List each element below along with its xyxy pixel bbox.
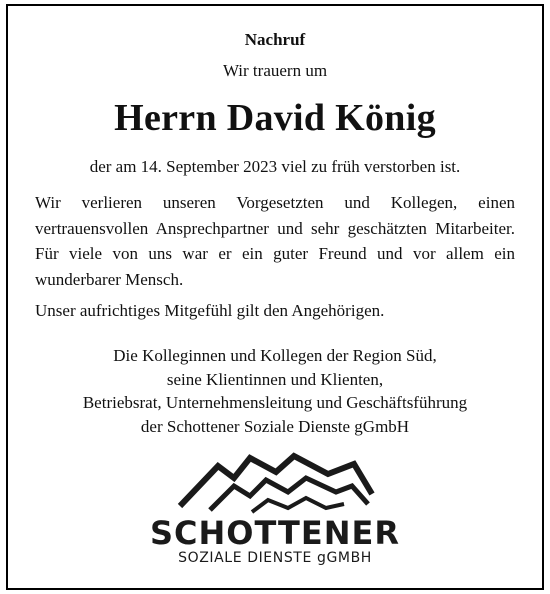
signer-line: seine Klientinnen und Klienten, [166, 369, 384, 389]
notice-heading: Nachruf [244, 30, 306, 49]
death-date-line: der am 14. September 2023 viel zu früh verstorben ist. [89, 157, 461, 176]
logo-subtitle: SOZIALE DIENSTE gGMBH [178, 550, 372, 566]
intro-line: Wir trauern um [222, 61, 328, 80]
company-logo [0, 452, 550, 582]
logo-wordmark: SCHOTTENER [149, 514, 401, 552]
signer-line: Betriebsrat, Unternehmensleitung und Geschäftsführung [82, 393, 468, 412]
mountains-icon [176, 452, 376, 514]
condolence-paragraph: Unser aufrichtiges Mitgefühl gilt den Angehörigen. [35, 301, 385, 320]
signer-line: Die Kolleginnen und Kollegen der Region Süd, [113, 346, 437, 365]
signer-line: der Schottener Soziale Dienste gGmbH [140, 416, 410, 436]
tribute-paragraph: Wir verlieren unseren Vorgesetzten und Kollegen, einen vertrauensvollen Ansprechpartner und sehr geschätzten Mitarbeiter. Für viele von uns war er ein guter Freund und vor allem ein wunderbarer Mensch. [35, 193, 515, 289]
deceased-name: Herrn David König [114, 97, 436, 139]
signers-block [0, 344, 550, 438]
